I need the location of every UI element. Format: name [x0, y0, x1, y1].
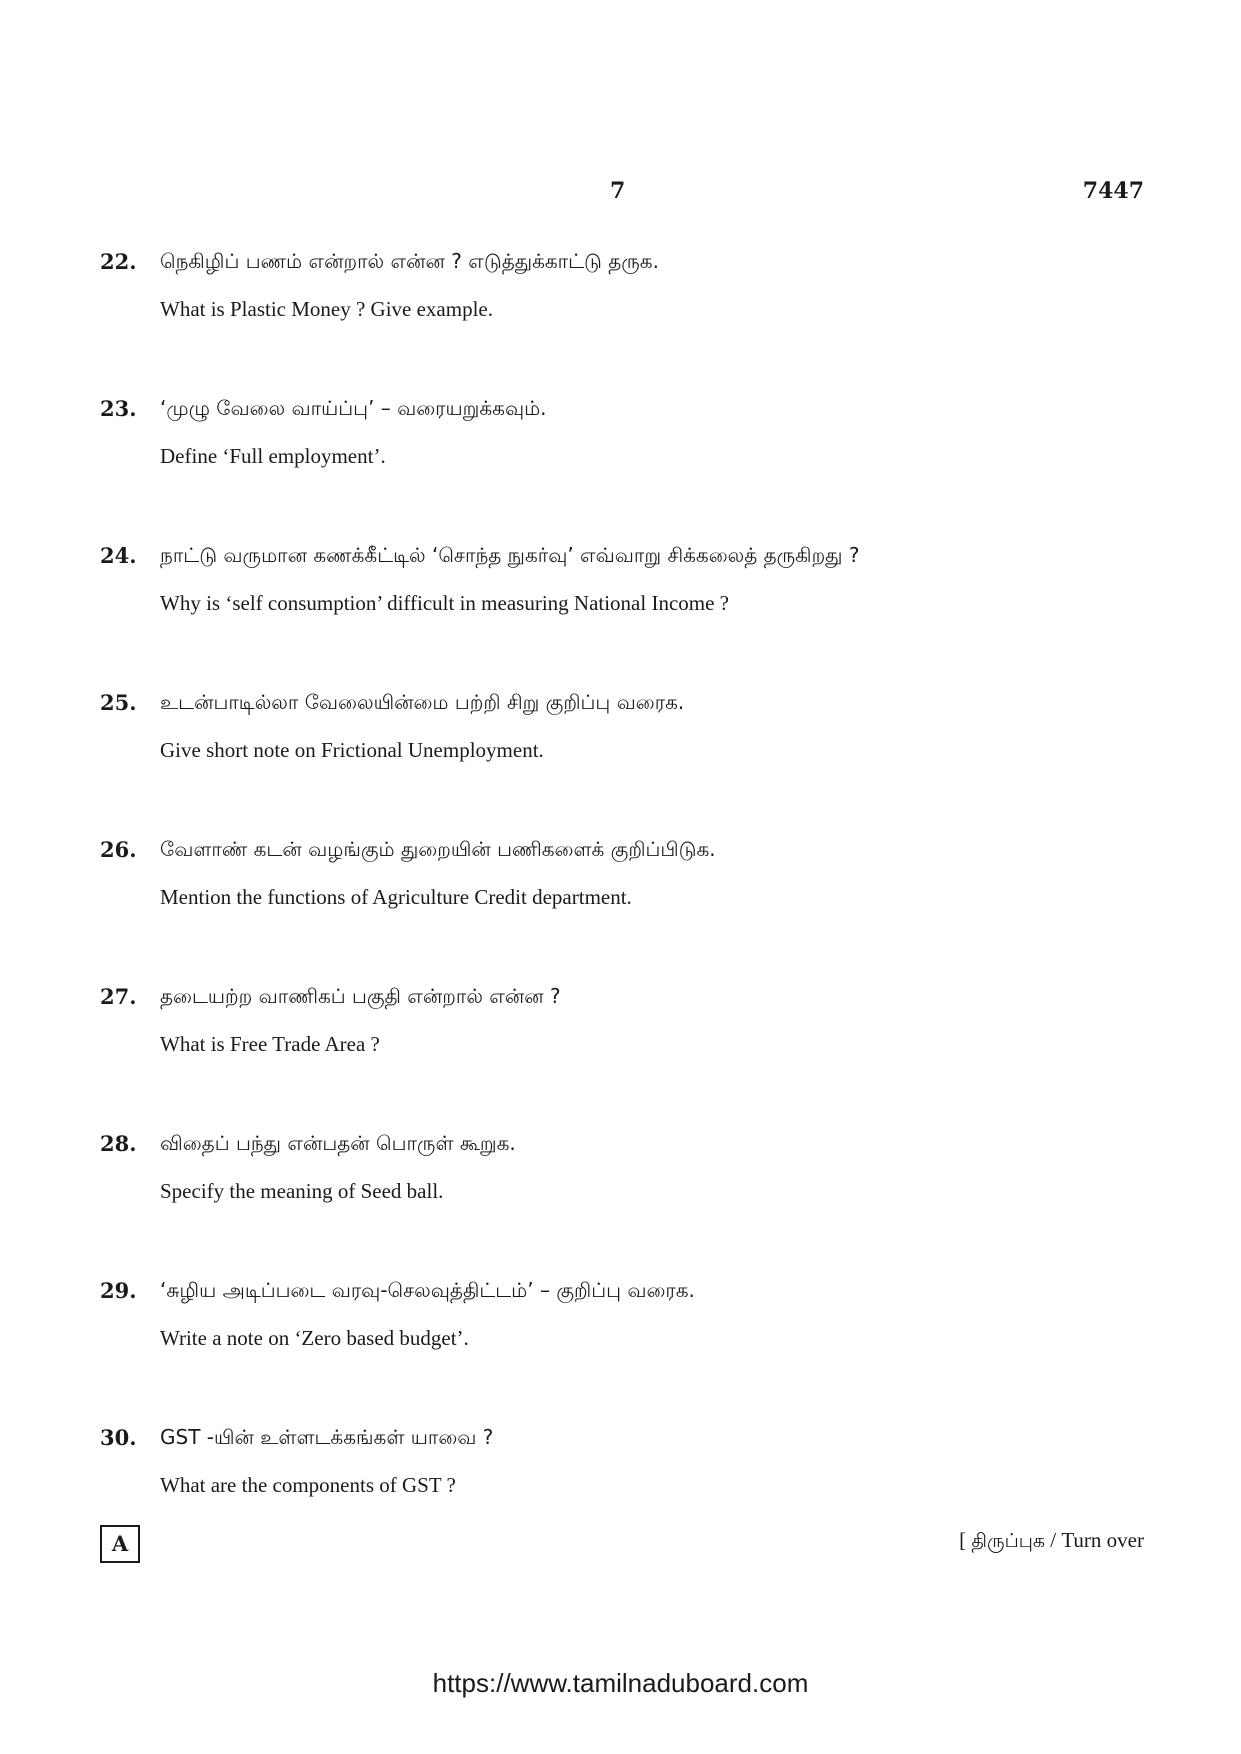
question-number: 26. — [100, 837, 137, 862]
question-english: Write a note on ‘Zero based budget’. — [160, 1326, 469, 1350]
question-tamil: ‘முழு வேலை வாய்ப்பு’ – வரையறுக்கவும். — [160, 396, 547, 420]
series-box: A — [100, 1525, 140, 1563]
watermark-url: https://www.tamilnaduboard.com — [432, 1668, 809, 1698]
turn-over-note — [959, 1528, 1144, 1555]
turn-over-prefix: [ — [959, 1528, 972, 1552]
question-number: 29. — [100, 1278, 137, 1303]
question-english: What are the components of GST ? — [160, 1473, 456, 1497]
turn-over-separator: / — [1045, 1528, 1062, 1552]
question-tamil: ‘சுழிய அடிப்படை வரவு-செலவுத்திட்டம்’ – குறிப்பு வரைக. — [160, 1278, 695, 1302]
question-english: Why is ‘self consumption’ difficult in measuring National Income ? — [160, 591, 729, 615]
question-english: What is Free Trade Area ? — [160, 1032, 380, 1056]
question-english: Specify the meaning of Seed ball. — [160, 1179, 444, 1203]
question-tamil: விதைப் பந்து என்பதன் பொருள் கூறுக. — [160, 1131, 516, 1155]
question-number: 22. — [100, 249, 137, 274]
question-tamil: உடன்பாடில்லா வேலையின்மை பற்றி சிறு குறிப்பு வரைக. — [160, 690, 685, 714]
page-number: 7 — [610, 178, 626, 204]
question-english: Define ‘Full employment’. — [160, 444, 386, 468]
question-tamil: நெகிழிப் பணம் என்றால் என்ன ? எடுத்துக்காட்டு தருக. — [160, 249, 659, 273]
question-number: 25. — [100, 690, 137, 715]
question-tamil: GST -யின் உள்ளடக்கங்கள் யாவை ? — [160, 1425, 494, 1449]
turn-over-english: Turn over — [1061, 1528, 1144, 1552]
question-english: What is Plastic Money ? Give example. — [160, 297, 493, 321]
turn-over-tamil: திருப்புக — [971, 1530, 1045, 1552]
question-english: Give short note on Frictional Unemployment. — [160, 738, 544, 762]
question-tamil: நாட்டு வருமான கணக்கீட்டில் ‘சொந்த நுகர்வு’ எவ்வாறு சிக்கலைத் தருகிறது ? — [160, 543, 860, 567]
question-tamil: தடையற்ற வாணிகப் பகுதி என்றால் என்ன ? — [160, 984, 561, 1008]
question-tamil: வேளாண் கடன் வழங்கும் துறையின் பணிகளைக் குறிப்பிடுக. — [160, 837, 716, 861]
question-english: Mention the functions of Agriculture Credit department. — [160, 885, 632, 909]
question-number: 23. — [100, 396, 137, 421]
paper-code: 7447 — [1082, 178, 1144, 204]
question-number: 30. — [100, 1425, 137, 1450]
question-number: 24. — [100, 543, 137, 568]
question-number: 28. — [100, 1131, 137, 1156]
question-number: 27. — [100, 984, 137, 1009]
